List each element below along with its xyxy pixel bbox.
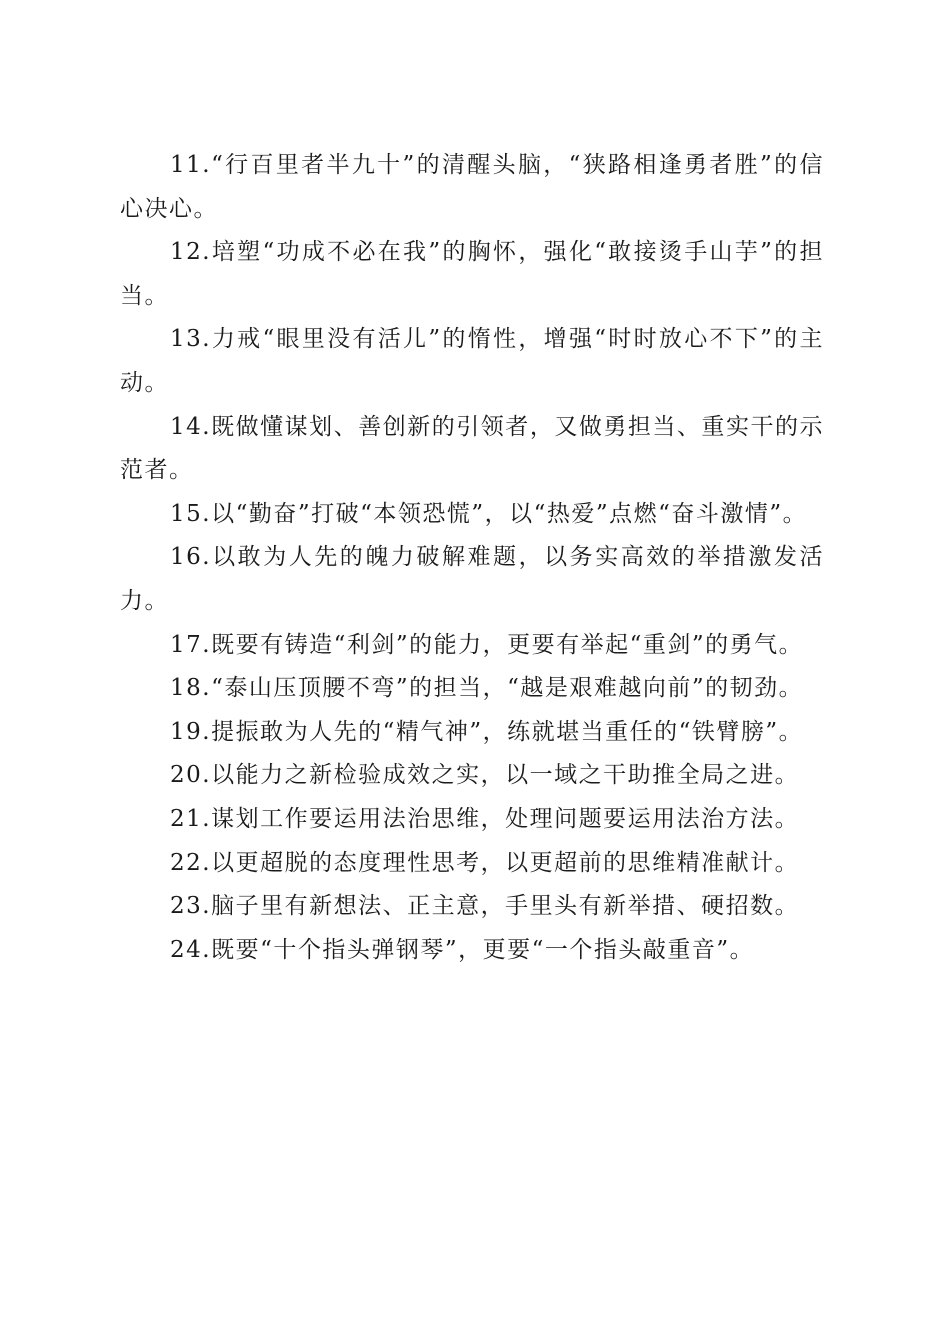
list-item: 15.以“勤奋”打破“本领恐慌”，以“热爱”点燃“奋斗激情”。 — [170, 500, 808, 527]
document-body — [120, 144, 824, 972]
list-item: 18.“泰山压顶腰不弯”的担当，“越是艰难越向前”的韧劲。 — [170, 675, 804, 702]
list-item: 13.力戒“眼里没有活儿”的惰性，增强“时时放心不下”的主动。 — [120, 326, 824, 396]
list-item: 23.脑子里有新想法、正主意，手里头有新举措、硬招数。 — [170, 893, 800, 920]
list-item: 20.以能力之新检验成效之实，以一域之干助推全局之进。 — [170, 762, 800, 789]
list-item: 24.既要“十个指头弹钢琴”，更要“一个指头敲重音”。 — [170, 936, 755, 963]
list-item: 14.既做懂谋划、善创新的引领者，又做勇担当、重实干的示范者。 — [120, 413, 824, 484]
list-item: 21.谋划工作要运用法治思维，处理问题要运用法治方法。 — [170, 805, 800, 832]
list-item: 19.提振敢为人先的“精气神”，练就堪当重任的“铁臂膀”。 — [170, 718, 804, 745]
list-item: 22.以更超脱的态度理性思考，以更超前的思维精准献计。 — [170, 849, 800, 876]
list-item: 12.培塑“功成不必在我”的胸怀，强化“敢接烫手山芋”的担当。 — [120, 239, 824, 309]
list-item: 17.既要有铸造“利剑”的能力，更要有举起“重剑”的勇气。 — [170, 631, 804, 658]
list-item: 16.以敢为人先的魄力破解难题，以务实高效的举措激发活力。 — [120, 544, 824, 614]
list-item: 11.“行百里者半九十”的清醒头脑，“狭路相逢勇者胜”的信心决心。 — [120, 152, 824, 222]
